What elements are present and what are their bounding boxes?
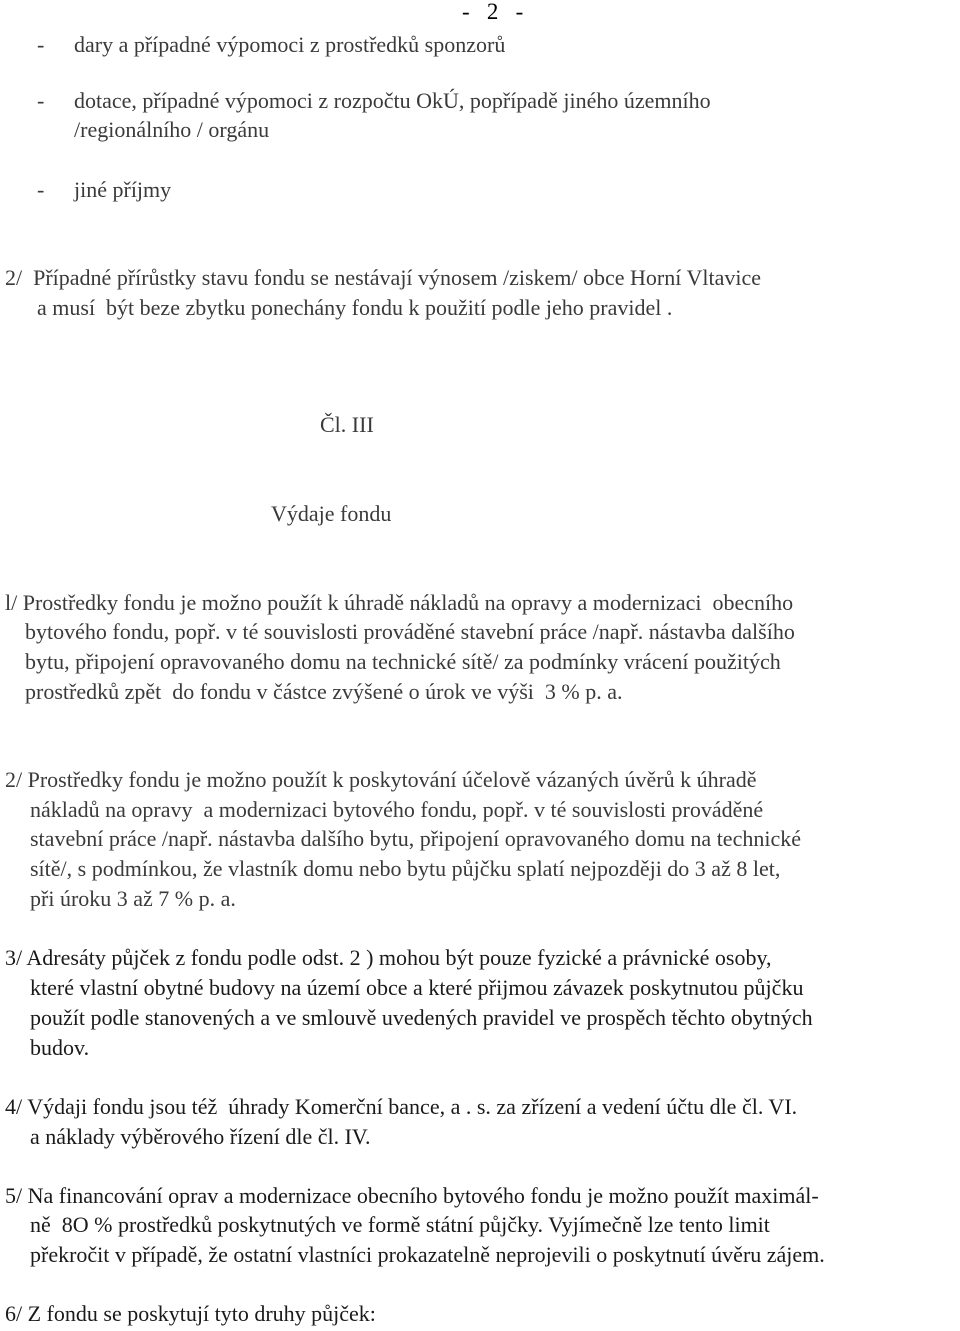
list-dash: - [37,177,45,202]
paragraph-line: stavební práce /např. nástavba dalšího bytu, připojení opravovaného domu na technické [30,826,801,851]
paragraph-line: použít podle stanovených a ve smlouvě uvedených pravidel ve prospěch těchto obytných [30,1005,813,1030]
list-dash: - [37,88,45,113]
paragraph-line: a musí být beze zbytku ponechány fondu k použití podle jeho pravidel . [37,295,673,320]
paragraph-line: překročit v případě, že ostatní vlastníci prokazatelně neprojevili o poskytnutí úvěru zájem. [30,1242,825,1267]
article-title: Výdaje fondu [271,501,392,526]
list-item-text: /regionálního / orgánu [74,117,270,142]
paragraph-line: které vlastní obytné budovy na území obce a které přijmou závazek poskytnutou půjčku [30,975,804,1000]
paragraph-line: 2/ Případné přírůstky stavu fondu se nestávají výnosem /ziskem/ obce Horní Vltavice [5,265,761,290]
paragraph-line: sítě/, s podmínkou, že vlastník domu nebo bytu půjčku splatí nejpozději do 3 až 8 let, [30,856,781,881]
list-item-text: dary a případné výpomoci z prostředků sponzorů [74,32,506,57]
article-heading: Čl. III [320,412,374,437]
page-number: - 2 - [462,0,524,24]
paragraph-line: 5/ Na financování oprav a modernizace obecního bytového fondu je možno použít maximál- [5,1183,819,1208]
list-dash: - [37,32,45,57]
paragraph-line: a náklady výběrového řízení dle čl. IV. [30,1124,371,1149]
paragraph-line: při úroku 3 až 7 % p. a. [30,886,236,911]
paragraph-line: budov. [30,1035,90,1060]
paragraph-line: 6/ Z fondu se poskytují tyto druhy půjček: [5,1301,376,1326]
paragraph-line: nákladů na opravy a modernizaci bytového fondu, popř. v té souvislosti prováděné [30,797,764,822]
paragraph-line: bytu, připojení opravovaného domu na technické sítě/ za podmínky vrácení použitých [25,649,781,674]
list-item-text: dotace, případné výpomoci z rozpočtu OkÚ, popřípadě jiného územního [74,88,711,113]
list-item-text: jiné příjmy [74,177,172,202]
paragraph-line: 2/ Prostředky fondu je možno použít k poskytování účelově vázaných úvěrů k úhradě [5,767,757,792]
paragraph-line: 3/ Adresáty půjček z fondu podle odst. 2 ) mohou být pouze fyzické a právnické osoby, [5,945,772,970]
paragraph-line: ně 8O % prostředků poskytnutých ve formě státní půjčky. Vyjímečně lze tento limit [30,1212,770,1237]
paragraph-line: prostředků zpět do fondu v částce zvýšené o úrok ve výši 3 % p. a. [25,679,623,704]
paragraph-line: 4/ Výdaji fondu jsou též úhrady Komerční bance, a . s. za zřízení a vedení účtu dle čl. VI. [5,1094,798,1119]
paragraph-line: bytového fondu, popř. v té souvislosti prováděné stavební práce /např. nástavba dalšího [25,619,795,644]
paragraph-line: l/ Prostředky fondu je možno použít k úhradě nákladů na opravy a modernizaci obecního [5,590,794,615]
